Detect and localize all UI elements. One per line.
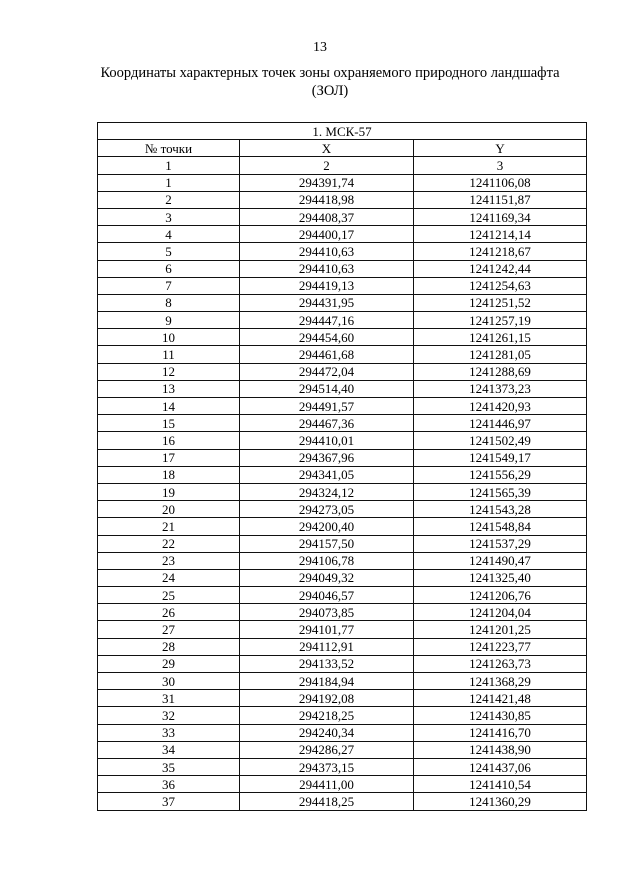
- table-row: [98, 277, 587, 294]
- cell-y: 1241257,19: [414, 312, 587, 329]
- table-row: [98, 518, 587, 535]
- cell-y: 1241548,84: [414, 518, 587, 535]
- cell-point-number: 37: [98, 793, 240, 810]
- cell-x: 294286,27: [240, 741, 414, 758]
- table-row: [98, 707, 587, 724]
- coordinate-system-label: 1. МСК-57: [98, 123, 587, 140]
- cell-x: 294410,63: [240, 260, 414, 277]
- cell-point-number: 1: [98, 174, 240, 191]
- table-row: [98, 793, 587, 810]
- cell-y: 1241242,44: [414, 260, 587, 277]
- cell-y: 1241490,47: [414, 552, 587, 569]
- header-x: X: [240, 140, 414, 157]
- cell-y: 1241438,90: [414, 741, 587, 758]
- cell-x: 294461,68: [240, 346, 414, 363]
- cell-x: 294324,12: [240, 483, 414, 500]
- cell-x: 294408,37: [240, 208, 414, 225]
- cell-y: 1241223,77: [414, 638, 587, 655]
- cell-x: 294418,98: [240, 191, 414, 208]
- cell-x: 294410,63: [240, 243, 414, 260]
- cell-point-number: 27: [98, 621, 240, 638]
- table-row: [98, 655, 587, 672]
- cell-x: 294049,32: [240, 569, 414, 586]
- cell-point-number: 13: [98, 380, 240, 397]
- table-row: [98, 294, 587, 311]
- cell-y: 1241325,40: [414, 569, 587, 586]
- column-number-1: 1: [98, 157, 240, 174]
- cell-x: 294418,25: [240, 793, 414, 810]
- table-row: [98, 226, 587, 243]
- cell-y: 1241251,52: [414, 294, 587, 311]
- table-body: [98, 174, 587, 810]
- cell-x: 294192,08: [240, 690, 414, 707]
- cell-y: 1241543,28: [414, 501, 587, 518]
- cell-point-number: 8: [98, 294, 240, 311]
- table-row: [98, 449, 587, 466]
- table-row: [98, 260, 587, 277]
- cell-y: 1241151,87: [414, 191, 587, 208]
- cell-point-number: 17: [98, 449, 240, 466]
- table-row: [98, 208, 587, 225]
- cell-x: 294411,00: [240, 776, 414, 793]
- cell-x: 294341,05: [240, 466, 414, 483]
- cell-point-number: 28: [98, 638, 240, 655]
- column-number-row: [98, 157, 587, 174]
- cell-y: 1241537,29: [414, 535, 587, 552]
- table-row: [98, 312, 587, 329]
- cell-x: 294184,94: [240, 673, 414, 690]
- column-number-3: 3: [414, 157, 587, 174]
- cell-x: 294447,16: [240, 312, 414, 329]
- cell-point-number: 4: [98, 226, 240, 243]
- cell-y: 1241218,67: [414, 243, 587, 260]
- cell-x: 294157,50: [240, 535, 414, 552]
- coordinate-system-row: [98, 123, 587, 140]
- cell-point-number: 29: [98, 655, 240, 672]
- cell-point-number: 22: [98, 535, 240, 552]
- cell-point-number: 23: [98, 552, 240, 569]
- cell-point-number: 10: [98, 329, 240, 346]
- cell-x: 294367,96: [240, 449, 414, 466]
- cell-y: 1241106,08: [414, 174, 587, 191]
- cell-point-number: 14: [98, 398, 240, 415]
- cell-y: 1241556,29: [414, 466, 587, 483]
- cell-x: 294373,15: [240, 758, 414, 775]
- table-row: [98, 741, 587, 758]
- cell-y: 1241410,54: [414, 776, 587, 793]
- table-row: [98, 690, 587, 707]
- cell-x: 294200,40: [240, 518, 414, 535]
- cell-point-number: 32: [98, 707, 240, 724]
- title-line-1: Координаты характерных точек зоны охраняемого природного ландшафта: [100, 65, 560, 81]
- table-row: [98, 415, 587, 432]
- table-row: [98, 329, 587, 346]
- cell-y: 1241263,73: [414, 655, 587, 672]
- table-row: [98, 621, 587, 638]
- cell-x: 294400,17: [240, 226, 414, 243]
- cell-point-number: 30: [98, 673, 240, 690]
- cell-x: 294218,25: [240, 707, 414, 724]
- cell-point-number: 25: [98, 587, 240, 604]
- table-row: [98, 432, 587, 449]
- cell-y: 1241502,49: [414, 432, 587, 449]
- column-number-2: 2: [240, 157, 414, 174]
- cell-y: 1241204,04: [414, 604, 587, 621]
- header-y: Y: [414, 140, 587, 157]
- cell-x: 294240,34: [240, 724, 414, 741]
- cell-point-number: 19: [98, 483, 240, 500]
- cell-point-number: 20: [98, 501, 240, 518]
- cell-point-number: 9: [98, 312, 240, 329]
- cell-point-number: 5: [98, 243, 240, 260]
- cell-x: 294467,36: [240, 415, 414, 432]
- cell-x: 294073,85: [240, 604, 414, 621]
- cell-point-number: 35: [98, 758, 240, 775]
- cell-point-number: 16: [98, 432, 240, 449]
- cell-point-number: 21: [98, 518, 240, 535]
- coordinates-table: [97, 122, 587, 811]
- table-row: [98, 724, 587, 741]
- cell-x: 294391,74: [240, 174, 414, 191]
- cell-x: 294046,57: [240, 587, 414, 604]
- cell-point-number: 18: [98, 466, 240, 483]
- table-header-row: [98, 140, 587, 157]
- cell-x: 294273,05: [240, 501, 414, 518]
- cell-x: 294112,91: [240, 638, 414, 655]
- cell-point-number: 12: [98, 363, 240, 380]
- table-row: [98, 776, 587, 793]
- cell-point-number: 7: [98, 277, 240, 294]
- cell-y: 1241373,23: [414, 380, 587, 397]
- cell-x: 294101,77: [240, 621, 414, 638]
- cell-y: 1241214,14: [414, 226, 587, 243]
- table-row: [98, 380, 587, 397]
- cell-y: 1241360,29: [414, 793, 587, 810]
- cell-x: 294454,60: [240, 329, 414, 346]
- cell-point-number: 11: [98, 346, 240, 363]
- cell-y: 1241565,39: [414, 483, 587, 500]
- cell-point-number: 24: [98, 569, 240, 586]
- cell-y: 1241281,05: [414, 346, 587, 363]
- table-row: [98, 398, 587, 415]
- cell-x: 294431,95: [240, 294, 414, 311]
- cell-y: 1241288,69: [414, 363, 587, 380]
- table-row: [98, 535, 587, 552]
- cell-point-number: 2: [98, 191, 240, 208]
- cell-x: 294410,01: [240, 432, 414, 449]
- cell-x: 294106,78: [240, 552, 414, 569]
- table-row: [98, 638, 587, 655]
- header-point-number: № точки: [98, 140, 240, 157]
- cell-y: 1241368,29: [414, 673, 587, 690]
- cell-point-number: 15: [98, 415, 240, 432]
- table-row: [98, 466, 587, 483]
- table-row: [98, 346, 587, 363]
- table-row: [98, 483, 587, 500]
- cell-y: 1241420,93: [414, 398, 587, 415]
- cell-y: 1241421,48: [414, 690, 587, 707]
- cell-point-number: 33: [98, 724, 240, 741]
- table-row: [98, 174, 587, 191]
- cell-point-number: 6: [98, 260, 240, 277]
- document-title: [60, 64, 600, 100]
- table-row: [98, 501, 587, 518]
- cell-y: 1241430,85: [414, 707, 587, 724]
- cell-y: 1241201,25: [414, 621, 587, 638]
- cell-x: 294133,52: [240, 655, 414, 672]
- table-row: [98, 587, 587, 604]
- table-row: [98, 363, 587, 380]
- cell-y: 1241437,06: [414, 758, 587, 775]
- cell-y: 1241206,76: [414, 587, 587, 604]
- table-row: [98, 552, 587, 569]
- cell-point-number: 31: [98, 690, 240, 707]
- cell-y: 1241261,15: [414, 329, 587, 346]
- cell-y: 1241416,70: [414, 724, 587, 741]
- cell-y: 1241446,97: [414, 415, 587, 432]
- table-row: [98, 569, 587, 586]
- cell-point-number: 34: [98, 741, 240, 758]
- table-row: [98, 191, 587, 208]
- table-row: [98, 758, 587, 775]
- cell-x: 294514,40: [240, 380, 414, 397]
- cell-y: 1241254,63: [414, 277, 587, 294]
- cell-x: 294491,57: [240, 398, 414, 415]
- cell-x: 294472,04: [240, 363, 414, 380]
- cell-point-number: 26: [98, 604, 240, 621]
- page-number: 13: [313, 40, 327, 55]
- cell-y: 1241169,34: [414, 208, 587, 225]
- cell-point-number: 36: [98, 776, 240, 793]
- table-row: [98, 604, 587, 621]
- cell-y: 1241549,17: [414, 449, 587, 466]
- cell-x: 294419,13: [240, 277, 414, 294]
- title-line-2: (ЗОЛ): [311, 83, 349, 99]
- table-row: [98, 243, 587, 260]
- table-row: [98, 673, 587, 690]
- cell-point-number: 3: [98, 208, 240, 225]
